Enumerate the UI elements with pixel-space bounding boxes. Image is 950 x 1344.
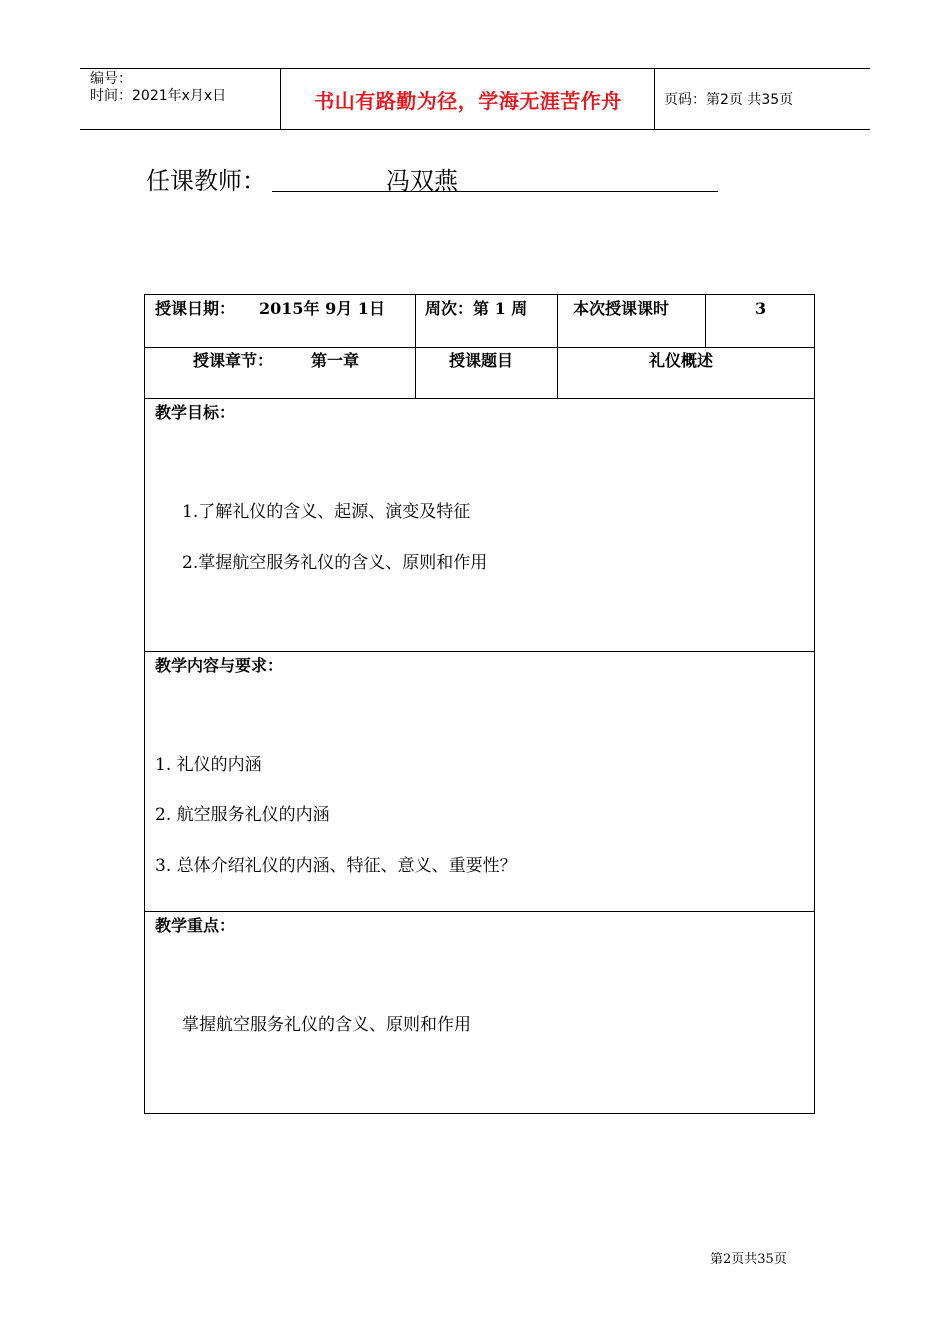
date-value: 2015年 9月 1日 — [259, 299, 385, 318]
content-item: 2. 航空服务礼仪的内涵 — [155, 805, 330, 825]
topic-value: 礼仪概述 — [649, 351, 714, 370]
content-item: 3. 总体介绍礼仪的内涵、特征、意义、重要性？ — [155, 856, 517, 876]
footer-page-info: 第2页共35页 — [710, 1252, 787, 1267]
teacher-name: 冯双燕 — [386, 167, 458, 195]
lesson-plan-table — [144, 294, 815, 1114]
table-rule — [145, 398, 814, 399]
goal-item: 2.掌握航空服务礼仪的含义、原则和作用 — [182, 553, 488, 573]
teacher-underline — [272, 191, 718, 192]
table-rule — [145, 347, 814, 348]
page-header — [80, 68, 870, 130]
key-points-heading: 教学重点： — [155, 916, 236, 935]
hours-value: 3 — [755, 299, 767, 318]
hours-label: 本次授课课时 — [573, 299, 670, 318]
header-number-label: 编号： — [90, 71, 132, 87]
table-column-rule — [705, 295, 706, 347]
goals-heading: 教学目标： — [155, 403, 236, 422]
chapter-label: 授课章节： — [193, 351, 274, 370]
key-points-text: 掌握航空服务礼仪的含义、原则和作用 — [182, 1015, 471, 1035]
topic-label: 授课题目 — [449, 351, 514, 370]
table-rule — [145, 651, 814, 652]
content-heading: 教学内容与要求： — [155, 656, 284, 675]
table-rule — [145, 911, 814, 912]
week-value: 周次：第 1 周 — [425, 299, 528, 318]
goal-item: 1.了解礼仪的含义、起源、演变及特征 — [182, 502, 471, 522]
chapter-value: 第一章 — [311, 351, 360, 370]
date-label: 授课日期： — [155, 299, 236, 318]
table-column-rule — [557, 295, 558, 398]
content-item: 1. 礼仪的内涵 — [155, 755, 262, 775]
teacher-label: 任课教师： — [146, 167, 266, 195]
header-page-info: 页码：第2页 共35页 — [664, 92, 794, 108]
header-meta — [80, 69, 281, 129]
header-time-label: 时间：2021年x月x日 — [90, 88, 227, 104]
table-column-rule — [415, 295, 416, 398]
header-motto: 书山有路勤为径，学海无涯苦作舟 — [282, 69, 655, 129]
